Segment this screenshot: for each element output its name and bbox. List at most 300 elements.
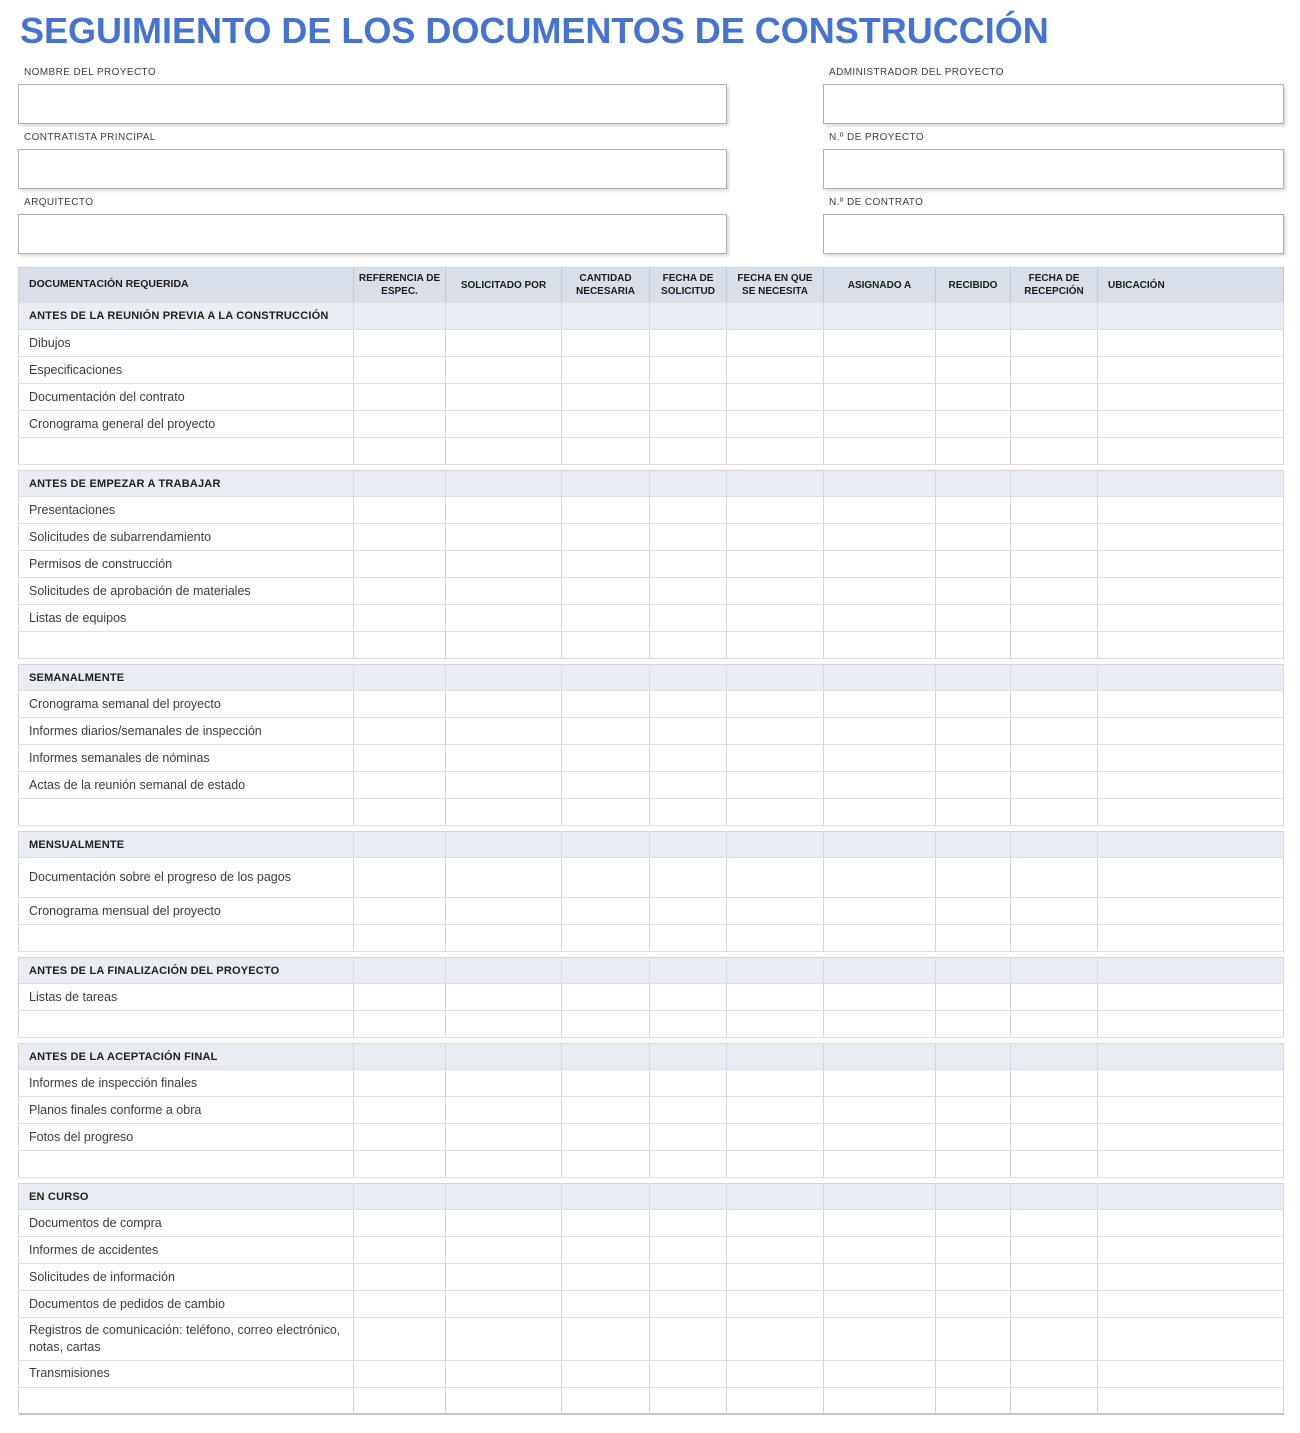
- fill-cell-ubicacion[interactable]: [1098, 1318, 1284, 1361]
- fill-cell-referencia-de-espec[interactable]: [354, 1388, 446, 1415]
- section-title: ANTES DE EMPEZAR A TRABAJAR: [18, 470, 354, 497]
- fill-cell-cantidad-necesaria[interactable]: [562, 605, 650, 632]
- fill-cell-referencia-de-espec[interactable]: [354, 330, 446, 357]
- fill-cell-fecha-de-recepcion[interactable]: [1011, 799, 1098, 826]
- fill-cell-asignado-a[interactable]: [824, 1361, 936, 1388]
- fill-cell-solicitado-por[interactable]: [446, 438, 562, 465]
- fill-cell-solicitado-por[interactable]: [446, 330, 562, 357]
- fill-cell-ubicacion[interactable]: [1098, 438, 1284, 465]
- fill-cell-fecha-de-recepcion[interactable]: [1011, 858, 1098, 898]
- fill-cell-cantidad-necesaria[interactable]: [562, 745, 650, 772]
- fill-cell-cantidad-necesaria[interactable]: [562, 898, 650, 925]
- fill-cell-fecha-en-que-se-necesita[interactable]: [727, 605, 824, 632]
- fill-cell-recibido[interactable]: [936, 1291, 1011, 1318]
- fill-cell-cantidad-necesaria[interactable]: [562, 925, 650, 952]
- fill-cell-solicitado-por[interactable]: [446, 497, 562, 524]
- fill-cell-recibido[interactable]: [936, 1237, 1011, 1264]
- fill-cell-solicitado-por[interactable]: [446, 551, 562, 578]
- fill-cell-recibido[interactable]: [936, 497, 1011, 524]
- fill-cell-solicitado-por[interactable]: [446, 898, 562, 925]
- fill-cell-asignado-a[interactable]: [824, 718, 936, 745]
- fill-cell-fecha-en-que-se-necesita[interactable]: [727, 772, 824, 799]
- fill-cell-ubicacion[interactable]: [1098, 1361, 1284, 1388]
- fill-cell-fecha-de-recepcion[interactable]: [1011, 357, 1098, 384]
- fill-cell-ubicacion[interactable]: [1098, 1097, 1284, 1124]
- fill-cell-ubicacion[interactable]: [1098, 497, 1284, 524]
- fill-cell-solicitado-por[interactable]: [446, 411, 562, 438]
- fill-cell-recibido[interactable]: [936, 925, 1011, 952]
- fill-cell-fecha-de-recepcion[interactable]: [1011, 772, 1098, 799]
- fill-cell-asignado-a[interactable]: [824, 691, 936, 718]
- fill-cell-solicitado-por[interactable]: [446, 984, 562, 1011]
- fill-cell-cantidad-necesaria[interactable]: [562, 632, 650, 659]
- fill-cell-cantidad-necesaria[interactable]: [562, 1264, 650, 1291]
- fill-cell-cantidad-necesaria[interactable]: [562, 1011, 650, 1038]
- fill-cell-referencia-de-espec[interactable]: [354, 1237, 446, 1264]
- doc-item-label-empty: [18, 1388, 354, 1415]
- fill-cell-ubicacion[interactable]: [1098, 1264, 1284, 1291]
- fill-cell-referencia-de-espec[interactable]: [354, 925, 446, 952]
- fill-cell-asignado-a[interactable]: [824, 330, 936, 357]
- fill-cell-cantidad-necesaria[interactable]: [562, 799, 650, 826]
- fill-cell-referencia-de-espec[interactable]: [354, 438, 446, 465]
- fill-cell-cantidad-necesaria[interactable]: [562, 858, 650, 898]
- fill-cell-asignado-a[interactable]: [824, 1011, 936, 1038]
- fill-cell-fecha-de-recepcion[interactable]: [1011, 551, 1098, 578]
- fill-cell-solicitado-por[interactable]: [446, 1318, 562, 1361]
- fill-cell-cantidad-necesaria[interactable]: [562, 1151, 650, 1178]
- fill-cell-referencia-de-espec[interactable]: [354, 411, 446, 438]
- section-header-row: [18, 831, 1284, 858]
- fill-cell-recibido[interactable]: [936, 1388, 1011, 1415]
- fill-cell-recibido[interactable]: [936, 438, 1011, 465]
- fill-cell-referencia-de-espec[interactable]: [354, 799, 446, 826]
- fill-cell-solicitado-por[interactable]: [446, 1151, 562, 1178]
- fill-cell-solicitado-por[interactable]: [446, 1388, 562, 1415]
- fill-cell-solicitado-por[interactable]: [446, 384, 562, 411]
- fill-cell-recibido[interactable]: [936, 524, 1011, 551]
- fill-cell-asignado-a[interactable]: [824, 1388, 936, 1415]
- fill-cell-fecha-en-que-se-necesita[interactable]: [727, 384, 824, 411]
- fill-cell-referencia-de-espec[interactable]: [354, 1361, 446, 1388]
- fill-cell-fecha-de-solicitud[interactable]: [650, 524, 727, 551]
- fill-cell-asignado-a[interactable]: [824, 858, 936, 898]
- fill-cell-recibido[interactable]: [936, 384, 1011, 411]
- fill-cell-fecha-de-recepcion[interactable]: [1011, 984, 1098, 1011]
- fill-cell-solicitado-por[interactable]: [446, 799, 562, 826]
- fill-cell-recibido[interactable]: [936, 745, 1011, 772]
- fill-cell-recibido[interactable]: [936, 551, 1011, 578]
- fill-cell-fecha-de-solicitud[interactable]: [650, 578, 727, 605]
- fill-cell-solicitado-por[interactable]: [446, 1097, 562, 1124]
- fill-cell-fecha-de-solicitud[interactable]: [650, 411, 727, 438]
- fill-cell-solicitado-por[interactable]: [446, 1291, 562, 1318]
- fill-cell-referencia-de-espec[interactable]: [354, 984, 446, 1011]
- fill-cell-recibido[interactable]: [936, 1151, 1011, 1178]
- fill-cell-fecha-de-solicitud[interactable]: [650, 984, 727, 1011]
- fill-cell-solicitado-por[interactable]: [446, 578, 562, 605]
- fill-cell-fecha-en-que-se-necesita[interactable]: [727, 898, 824, 925]
- fill-cell-ubicacion[interactable]: [1098, 1291, 1284, 1318]
- fill-cell-asignado-a[interactable]: [824, 1124, 936, 1151]
- fill-cell-fecha-en-que-se-necesita[interactable]: [727, 357, 824, 384]
- fill-cell-cantidad-necesaria[interactable]: [562, 1097, 650, 1124]
- fill-cell-ubicacion[interactable]: [1098, 1011, 1284, 1038]
- fill-cell-asignado-a[interactable]: [824, 925, 936, 952]
- fill-cell-ubicacion[interactable]: [1098, 858, 1284, 898]
- fill-cell-ubicacion[interactable]: [1098, 357, 1284, 384]
- fill-cell-recibido[interactable]: [936, 330, 1011, 357]
- fill-cell-solicitado-por[interactable]: [446, 718, 562, 745]
- fill-cell-referencia-de-espec[interactable]: [354, 745, 446, 772]
- fill-cell-fecha-de-solicitud[interactable]: [650, 745, 727, 772]
- fill-cell-fecha-de-recepcion[interactable]: [1011, 1264, 1098, 1291]
- fill-cell-cantidad-necesaria[interactable]: [562, 1291, 650, 1318]
- fill-cell-asignado-a[interactable]: [824, 411, 936, 438]
- fill-cell-fecha-de-recepcion[interactable]: [1011, 1011, 1098, 1038]
- fill-cell-fecha-en-que-se-necesita[interactable]: [727, 925, 824, 952]
- fill-cell-solicitado-por[interactable]: [446, 632, 562, 659]
- fill-cell-referencia-de-espec[interactable]: [354, 1124, 446, 1151]
- fill-cell-fecha-de-solicitud[interactable]: [650, 858, 727, 898]
- fill-cell-solicitado-por[interactable]: [446, 1124, 562, 1151]
- fill-cell-solicitado-por[interactable]: [446, 1361, 562, 1388]
- fill-cell-recibido[interactable]: [936, 1070, 1011, 1097]
- fill-cell-fecha-en-que-se-necesita[interactable]: [727, 1318, 824, 1361]
- fill-cell-fecha-en-que-se-necesita[interactable]: [727, 858, 824, 898]
- fill-cell-asignado-a[interactable]: [824, 1318, 936, 1361]
- fill-cell-fecha-en-que-se-necesita[interactable]: [727, 438, 824, 465]
- fill-cell-fecha-en-que-se-necesita[interactable]: [727, 497, 824, 524]
- fill-cell-fecha-de-solicitud[interactable]: [650, 1070, 727, 1097]
- fill-cell-ubicacion[interactable]: [1098, 632, 1284, 659]
- contract-number-input[interactable]: [823, 214, 1284, 254]
- fill-cell-referencia-de-espec[interactable]: [354, 524, 446, 551]
- fill-cell-recibido[interactable]: [936, 984, 1011, 1011]
- fill-cell-referencia-de-espec[interactable]: [354, 578, 446, 605]
- fill-cell-ubicacion[interactable]: [1098, 745, 1284, 772]
- fill-cell-fecha-de-solicitud[interactable]: [650, 605, 727, 632]
- fill-cell-ubicacion[interactable]: [1098, 605, 1284, 632]
- fill-cell-cantidad-necesaria[interactable]: [562, 411, 650, 438]
- fill-cell-recibido[interactable]: [936, 1097, 1011, 1124]
- fill-cell-ubicacion[interactable]: [1098, 330, 1284, 357]
- fill-cell-fecha-de-recepcion[interactable]: [1011, 411, 1098, 438]
- fill-cell-referencia-de-espec[interactable]: [354, 1070, 446, 1097]
- fill-cell-ubicacion[interactable]: [1098, 799, 1284, 826]
- fill-cell-solicitado-por[interactable]: [446, 524, 562, 551]
- fill-cell-fecha-de-solicitud[interactable]: [650, 497, 727, 524]
- fill-cell-ubicacion[interactable]: [1098, 1151, 1284, 1178]
- fill-cell-fecha-en-que-se-necesita[interactable]: [727, 1388, 824, 1415]
- architect-input[interactable]: [18, 214, 727, 254]
- fill-cell-ubicacion[interactable]: [1098, 898, 1284, 925]
- fill-cell-fecha-de-solicitud[interactable]: [650, 1151, 727, 1178]
- fill-cell-asignado-a[interactable]: [824, 605, 936, 632]
- fill-cell-asignado-a[interactable]: [824, 1151, 936, 1178]
- fill-cell-asignado-a[interactable]: [824, 898, 936, 925]
- fill-cell-referencia-de-espec[interactable]: [354, 718, 446, 745]
- fill-cell-fecha-en-que-se-necesita[interactable]: [727, 551, 824, 578]
- fill-cell-ubicacion[interactable]: [1098, 1388, 1284, 1415]
- fill-cell-ubicacion[interactable]: [1098, 551, 1284, 578]
- fill-cell-fecha-de-solicitud[interactable]: [650, 1264, 727, 1291]
- fill-cell-solicitado-por[interactable]: [446, 745, 562, 772]
- fill-cell-recibido[interactable]: [936, 772, 1011, 799]
- fill-cell-ubicacion[interactable]: [1098, 1210, 1284, 1237]
- fill-cell-fecha-de-solicitud[interactable]: [650, 925, 727, 952]
- fill-cell-fecha-de-recepcion[interactable]: [1011, 1318, 1098, 1361]
- project-number-input[interactable]: [823, 149, 1284, 189]
- fill-cell-solicitado-por[interactable]: [446, 1264, 562, 1291]
- fill-cell-referencia-de-espec[interactable]: [354, 605, 446, 632]
- fill-cell-fecha-de-recepcion[interactable]: [1011, 1388, 1098, 1415]
- fill-cell-solicitado-por[interactable]: [446, 772, 562, 799]
- fill-cell-asignado-a[interactable]: [824, 524, 936, 551]
- fill-cell-asignado-a[interactable]: [824, 984, 936, 1011]
- fill-cell-fecha-de-solicitud[interactable]: [650, 1124, 727, 1151]
- fill-cell-cantidad-necesaria[interactable]: [562, 578, 650, 605]
- fill-cell-fecha-de-solicitud[interactable]: [650, 1011, 727, 1038]
- fill-cell-referencia-de-espec[interactable]: [354, 1264, 446, 1291]
- fill-cell-solicitado-por[interactable]: [446, 357, 562, 384]
- fill-cell-solicitado-por[interactable]: [446, 925, 562, 952]
- fill-cell-solicitado-por[interactable]: [446, 1237, 562, 1264]
- fill-cell-cantidad-necesaria[interactable]: [562, 1237, 650, 1264]
- fill-cell-fecha-de-recepcion[interactable]: [1011, 1237, 1098, 1264]
- fill-cell-referencia-de-espec[interactable]: [354, 357, 446, 384]
- fill-cell-fecha-de-solicitud[interactable]: [650, 1318, 727, 1361]
- fill-cell-ubicacion[interactable]: [1098, 524, 1284, 551]
- fill-cell-referencia-de-espec[interactable]: [354, 632, 446, 659]
- project-manager-input[interactable]: [823, 84, 1284, 124]
- fill-cell-fecha-de-solicitud[interactable]: [650, 898, 727, 925]
- fill-cell-recibido[interactable]: [936, 411, 1011, 438]
- doc-item-label: Cronograma semanal del proyecto: [18, 691, 354, 718]
- fill-cell-recibido[interactable]: [936, 1264, 1011, 1291]
- fill-cell-recibido[interactable]: [936, 858, 1011, 898]
- fill-cell-fecha-de-solicitud[interactable]: [650, 1097, 727, 1124]
- fill-cell-fecha-de-solicitud[interactable]: [650, 632, 727, 659]
- fill-cell-fecha-en-que-se-necesita[interactable]: [727, 799, 824, 826]
- fill-cell-asignado-a[interactable]: [824, 1097, 936, 1124]
- fill-cell-fecha-en-que-se-necesita[interactable]: [727, 1264, 824, 1291]
- fill-cell-recibido[interactable]: [936, 357, 1011, 384]
- fill-cell-ubicacion[interactable]: [1098, 1124, 1284, 1151]
- fill-cell-fecha-de-recepcion[interactable]: [1011, 605, 1098, 632]
- fill-cell-referencia-de-espec[interactable]: [354, 898, 446, 925]
- fill-cell-fecha-en-que-se-necesita[interactable]: [727, 330, 824, 357]
- fill-cell-cantidad-necesaria[interactable]: [562, 718, 650, 745]
- fill-cell-asignado-a[interactable]: [824, 772, 936, 799]
- fill-cell-cantidad-necesaria[interactable]: [562, 691, 650, 718]
- fill-cell-cantidad-necesaria[interactable]: [562, 1070, 650, 1097]
- fill-cell-cantidad-necesaria[interactable]: [562, 772, 650, 799]
- fill-cell-referencia-de-espec[interactable]: [354, 551, 446, 578]
- fill-cell-recibido[interactable]: [936, 1361, 1011, 1388]
- fill-cell-asignado-a[interactable]: [824, 745, 936, 772]
- fill-cell-recibido[interactable]: [936, 799, 1011, 826]
- fill-cell-fecha-en-que-se-necesita[interactable]: [727, 1097, 824, 1124]
- fill-cell-fecha-de-recepcion[interactable]: [1011, 524, 1098, 551]
- fill-cell-ubicacion[interactable]: [1098, 384, 1284, 411]
- empty-table-row: [18, 925, 1284, 952]
- fill-cell-fecha-en-que-se-necesita[interactable]: [727, 745, 824, 772]
- fill-cell-solicitado-por[interactable]: [446, 691, 562, 718]
- fill-cell-ubicacion[interactable]: [1098, 984, 1284, 1011]
- fill-cell-referencia-de-espec[interactable]: [354, 497, 446, 524]
- fill-cell-recibido[interactable]: [936, 605, 1011, 632]
- fill-cell-asignado-a[interactable]: [824, 1264, 936, 1291]
- fill-cell-fecha-de-solicitud[interactable]: [650, 718, 727, 745]
- fill-cell-recibido[interactable]: [936, 632, 1011, 659]
- fill-cell-referencia-de-espec[interactable]: [354, 1097, 446, 1124]
- fill-cell-fecha-de-recepcion[interactable]: [1011, 925, 1098, 952]
- fill-cell-fecha-de-solicitud[interactable]: [650, 551, 727, 578]
- fill-cell-fecha-de-solicitud[interactable]: [650, 357, 727, 384]
- fill-cell-referencia-de-espec[interactable]: [354, 1291, 446, 1318]
- fill-cell-referencia-de-espec[interactable]: [354, 1151, 446, 1178]
- fill-cell-fecha-de-solicitud[interactable]: [650, 1388, 727, 1415]
- fill-cell-asignado-a[interactable]: [824, 384, 936, 411]
- fill-cell-recibido[interactable]: [936, 718, 1011, 745]
- fill-cell-referencia-de-espec[interactable]: [354, 1210, 446, 1237]
- fill-cell-fecha-de-recepcion[interactable]: [1011, 438, 1098, 465]
- fill-cell-referencia-de-espec[interactable]: [354, 384, 446, 411]
- fill-cell-ubicacion[interactable]: [1098, 772, 1284, 799]
- fill-cell-asignado-a[interactable]: [824, 632, 936, 659]
- fill-cell-referencia-de-espec[interactable]: [354, 1011, 446, 1038]
- project-name-input[interactable]: [18, 84, 727, 124]
- fill-cell-asignado-a[interactable]: [824, 551, 936, 578]
- fill-cell-recibido[interactable]: [936, 1318, 1011, 1361]
- fill-cell-solicitado-por[interactable]: [446, 1011, 562, 1038]
- fill-cell-fecha-en-que-se-necesita[interactable]: [727, 524, 824, 551]
- fill-cell-fecha-en-que-se-necesita[interactable]: [727, 1124, 824, 1151]
- fill-cell-referencia-de-espec[interactable]: [354, 772, 446, 799]
- fill-cell-fecha-de-recepcion[interactable]: [1011, 330, 1098, 357]
- fill-cell-fecha-en-que-se-necesita[interactable]: [727, 1361, 824, 1388]
- fill-cell-fecha-en-que-se-necesita[interactable]: [727, 691, 824, 718]
- fill-cell-cantidad-necesaria[interactable]: [562, 551, 650, 578]
- fill-cell-cantidad-necesaria[interactable]: [562, 1361, 650, 1388]
- main-contractor-input[interactable]: [18, 149, 727, 189]
- fill-cell-fecha-de-recepcion[interactable]: [1011, 691, 1098, 718]
- fill-cell-fecha-de-recepcion[interactable]: [1011, 1361, 1098, 1388]
- fill-cell-cantidad-necesaria[interactable]: [562, 1210, 650, 1237]
- fill-cell-fecha-de-recepcion[interactable]: [1011, 578, 1098, 605]
- fill-cell-fecha-en-que-se-necesita[interactable]: [727, 1151, 824, 1178]
- fill-cell-ubicacion[interactable]: [1098, 925, 1284, 952]
- fill-cell-fecha-de-recepcion[interactable]: [1011, 1124, 1098, 1151]
- fill-cell-fecha-de-recepcion[interactable]: [1011, 898, 1098, 925]
- fill-cell-solicitado-por[interactable]: [446, 858, 562, 898]
- fill-cell-ubicacion[interactable]: [1098, 411, 1284, 438]
- fill-cell-fecha-en-que-se-necesita[interactable]: [727, 1291, 824, 1318]
- fill-cell-cantidad-necesaria[interactable]: [562, 330, 650, 357]
- fill-cell-ubicacion[interactable]: [1098, 718, 1284, 745]
- fill-cell-asignado-a[interactable]: [824, 438, 936, 465]
- fill-cell-fecha-de-solicitud[interactable]: [650, 1291, 727, 1318]
- fill-cell-cantidad-necesaria[interactable]: [562, 1318, 650, 1361]
- section-header-cell: [1098, 470, 1284, 497]
- fill-cell-fecha-de-recepcion[interactable]: [1011, 1210, 1098, 1237]
- fill-cell-fecha-en-que-se-necesita[interactable]: [727, 984, 824, 1011]
- fill-cell-solicitado-por[interactable]: [446, 1210, 562, 1237]
- fill-cell-fecha-en-que-se-necesita[interactable]: [727, 411, 824, 438]
- fill-cell-asignado-a[interactable]: [824, 1237, 936, 1264]
- fill-cell-fecha-de-solicitud[interactable]: [650, 384, 727, 411]
- fill-cell-asignado-a[interactable]: [824, 1070, 936, 1097]
- fill-cell-asignado-a[interactable]: [824, 1210, 936, 1237]
- fill-cell-fecha-de-solicitud[interactable]: [650, 438, 727, 465]
- fill-cell-fecha-en-que-se-necesita[interactable]: [727, 718, 824, 745]
- fill-cell-fecha-en-que-se-necesita[interactable]: [727, 1070, 824, 1097]
- fill-cell-fecha-de-recepcion[interactable]: [1011, 1151, 1098, 1178]
- fill-cell-ubicacion[interactable]: [1098, 1237, 1284, 1264]
- fill-cell-fecha-de-solicitud[interactable]: [650, 1361, 727, 1388]
- fill-cell-fecha-de-recepcion[interactable]: [1011, 384, 1098, 411]
- fill-cell-asignado-a[interactable]: [824, 357, 936, 384]
- fill-cell-referencia-de-espec[interactable]: [354, 1318, 446, 1361]
- fill-cell-recibido[interactable]: [936, 1124, 1011, 1151]
- fill-cell-fecha-de-recepcion[interactable]: [1011, 1291, 1098, 1318]
- fill-cell-fecha-en-que-se-necesita[interactable]: [727, 1210, 824, 1237]
- fill-cell-ubicacion[interactable]: [1098, 691, 1284, 718]
- fill-cell-asignado-a[interactable]: [824, 578, 936, 605]
- fill-cell-fecha-de-recepcion[interactable]: [1011, 718, 1098, 745]
- fill-cell-cantidad-necesaria[interactable]: [562, 524, 650, 551]
- fill-cell-fecha-en-que-se-necesita[interactable]: [727, 1011, 824, 1038]
- fill-cell-cantidad-necesaria[interactable]: [562, 984, 650, 1011]
- fill-cell-asignado-a[interactable]: [824, 799, 936, 826]
- fill-cell-recibido[interactable]: [936, 1210, 1011, 1237]
- fill-cell-ubicacion[interactable]: [1098, 1070, 1284, 1097]
- fill-cell-referencia-de-espec[interactable]: [354, 691, 446, 718]
- fill-cell-cantidad-necesaria[interactable]: [562, 384, 650, 411]
- fill-cell-recibido[interactable]: [936, 578, 1011, 605]
- fill-cell-fecha-de-recepcion[interactable]: [1011, 497, 1098, 524]
- fill-cell-solicitado-por[interactable]: [446, 605, 562, 632]
- fill-cell-fecha-de-recepcion[interactable]: [1011, 745, 1098, 772]
- fill-cell-cantidad-necesaria[interactable]: [562, 1124, 650, 1151]
- fill-cell-asignado-a[interactable]: [824, 1291, 936, 1318]
- fill-cell-solicitado-por[interactable]: [446, 1070, 562, 1097]
- fill-cell-fecha-de-recepcion[interactable]: [1011, 1097, 1098, 1124]
- fill-cell-recibido[interactable]: [936, 691, 1011, 718]
- fill-cell-asignado-a[interactable]: [824, 497, 936, 524]
- fill-cell-fecha-de-recepcion[interactable]: [1011, 1070, 1098, 1097]
- fill-cell-fecha-de-solicitud[interactable]: [650, 799, 727, 826]
- fill-cell-fecha-de-solicitud[interactable]: [650, 772, 727, 799]
- fill-cell-fecha-de-solicitud[interactable]: [650, 691, 727, 718]
- fill-cell-referencia-de-espec[interactable]: [354, 858, 446, 898]
- fill-cell-fecha-en-que-se-necesita[interactable]: [727, 632, 824, 659]
- fill-cell-fecha-de-solicitud[interactable]: [650, 1210, 727, 1237]
- fill-cell-fecha-en-que-se-necesita[interactable]: [727, 1237, 824, 1264]
- fill-cell-fecha-de-recepcion[interactable]: [1011, 632, 1098, 659]
- fill-cell-cantidad-necesaria[interactable]: [562, 438, 650, 465]
- fill-cell-ubicacion[interactable]: [1098, 578, 1284, 605]
- fill-cell-fecha-en-que-se-necesita[interactable]: [727, 578, 824, 605]
- fill-cell-fecha-de-solicitud[interactable]: [650, 330, 727, 357]
- fill-cell-cantidad-necesaria[interactable]: [562, 357, 650, 384]
- fill-cell-recibido[interactable]: [936, 898, 1011, 925]
- fill-cell-cantidad-necesaria[interactable]: [562, 497, 650, 524]
- fill-cell-recibido[interactable]: [936, 1011, 1011, 1038]
- fill-cell-cantidad-necesaria[interactable]: [562, 1388, 650, 1415]
- fill-cell-fecha-de-solicitud[interactable]: [650, 1237, 727, 1264]
